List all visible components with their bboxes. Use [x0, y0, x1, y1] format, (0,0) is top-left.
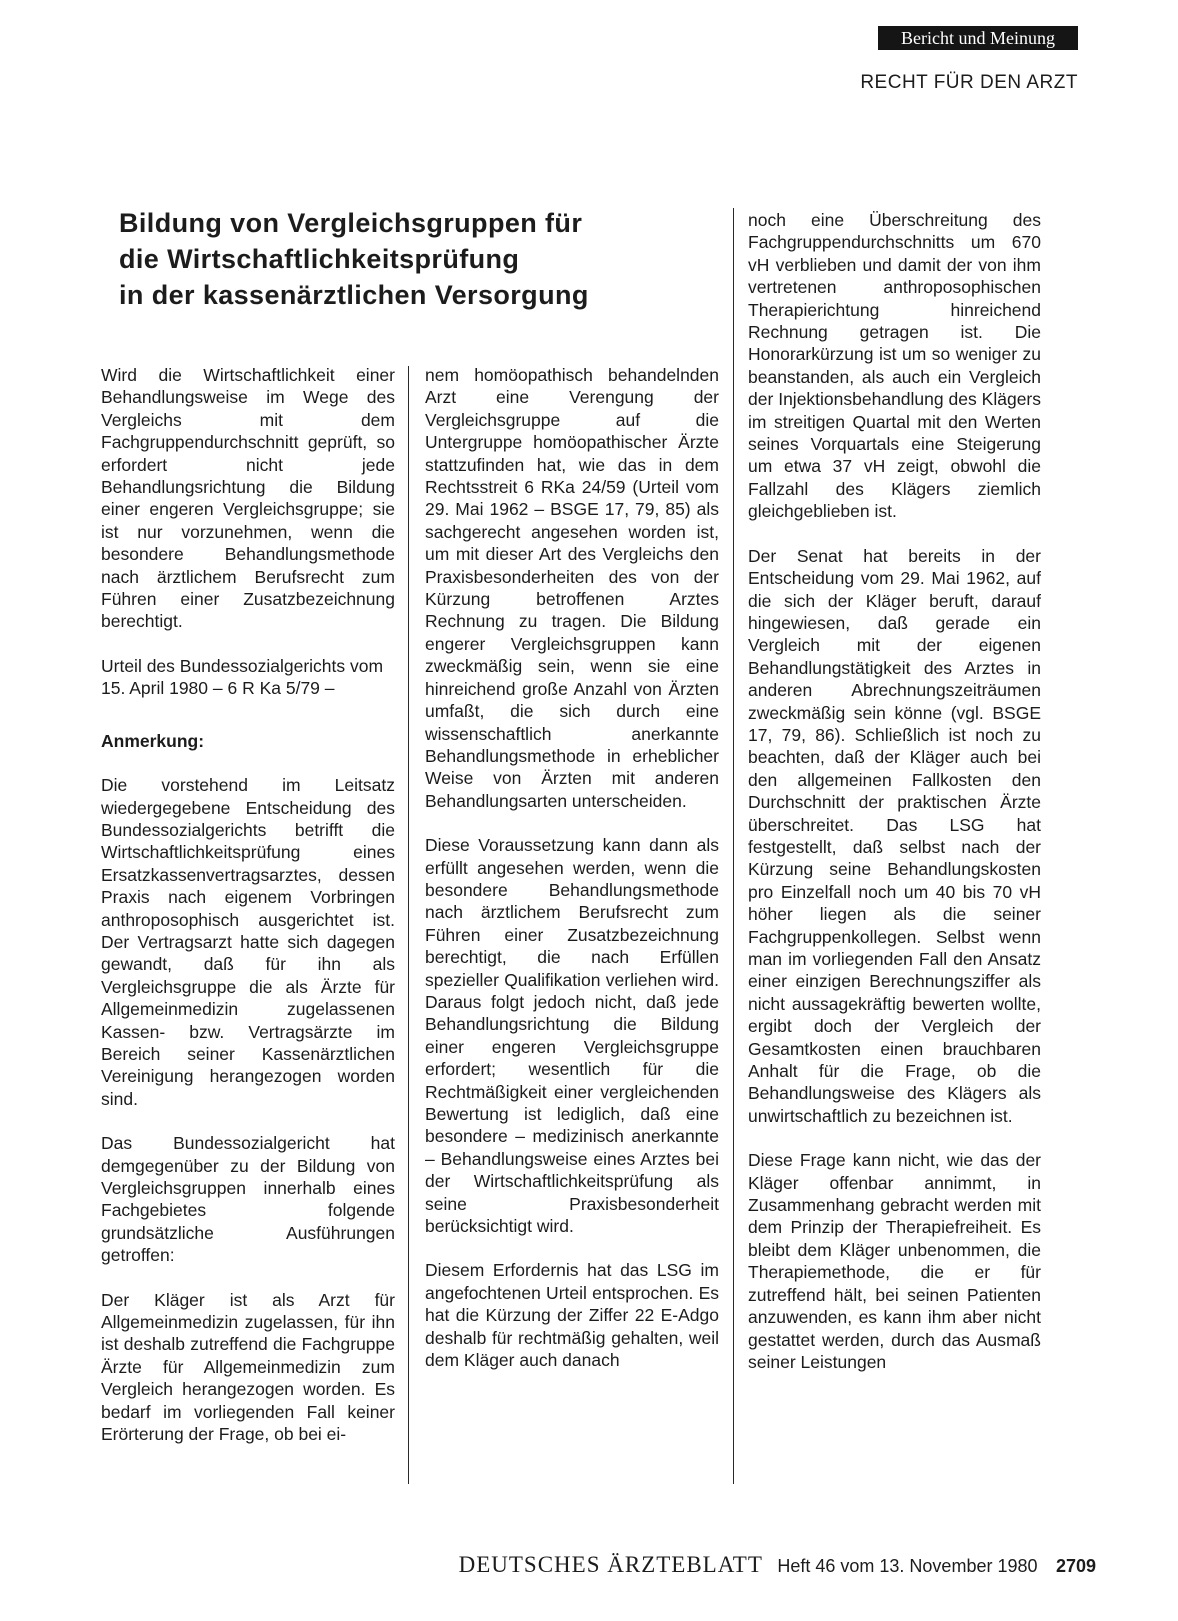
body-paragraph: Die vorstehend im Leitsatz wiedergegebene Entscheidung des Bundessozialgerichts betrifft die Wirtschaftlichkeitsprüfung eines Ersatzkassenvertragsarztes, dessen Praxis nach eigenem Vorbringen anthroposophisch ausgerichtet ist. Der Vertragsarzt hatte sich dagegen gewandt, daß für ihn als Vergleichsgruppe die als Ärzte für Allgemeinmedizin zugelassenen Kassen- bzw. Vertragsärzte im Bereich seiner Kassenärztlichen Vereinigung herangezogen worden sind. — [101, 775, 395, 1109]
section-title: RECHT FÜR DEN ARZT — [860, 72, 1078, 93]
body-paragraph: Der Senat hat bereits in der Entscheidung vom 29. Mai 1962, auf die sich der Kläger beruft, darauf hingewiesen, daß gerade ein Vergleich mit der eigenen Behandlungstätigkeit des Arztes in anderen Abrechnungszeiträumen zweckmäßig sein könne (vgl. BSGE 17, 79, 86). Schließlich ist noch zu beachten, daß der Kläger auch bei den allgemeinen Fallkosten den Durchschnitt der praktischen Ärzte überschreitet. Das LSG hat festgestellt, daß selbst nach der Kürzung seine Behandlungskosten pro Einzelfall noch um 40 bis 70 vH höher liegen als die seiner Fachgruppenkollegen. Selbst wenn man im vorliegenden Fall den Ansatz einer einzigen Berechnungsziffer als nicht aussagekräftig bewerten wollte, ergibt doch der Vergleich der Gesamtkosten einen brauchbaren Anhalt für die Frage, ob die Behandlungsweise des Klägers als unwirtschaftlich zu bezeichnen ist. — [748, 545, 1041, 1126]
text-column-3 — [748, 209, 1041, 1395]
headline-line: in der kassenärztlichen Versorgung — [119, 280, 589, 310]
body-paragraph: Der Kläger ist als Arzt für Allgemeinmedizin zugelassen, für ihn ist deshalb zutreffend die Fachgruppe Ärzte für Allgemeinmedizin zum Vergleich herangezogen worden. Es bedarf im vorliegenden Fall keiner Erörterung der Frage, ob bei ei- — [101, 1289, 395, 1445]
journal-name: DEUTSCHES ÄRZTEBLATT — [458, 1552, 763, 1577]
body-paragraph: Diese Frage kann nicht, wie das der Kläger offenbar annimmt, in Zusammenhang gebracht werden mit dem Prinzip der Therapiefreiheit. Es bleibt dem Kläger unbenommen, die Therapiemethode, die er für zutreffend hält, bei seinen Patienten anzuwenden, es kann ihm aber nicht gestattet werden, durch das Ausmaß seiner Leistungen — [748, 1150, 1041, 1372]
article-headline — [119, 205, 679, 313]
issue-info: Heft 46 vom 13. November 1980 — [777, 1556, 1038, 1576]
page-number: 2709 — [1055, 1556, 1096, 1576]
body-paragraph: Diese Voraussetzung kann dann als erfüllt angesehen werden, wenn die besondere Behandlungsmethode nach ärztlichem Berufsrecht zum Führen einer Zusatzbezeichnung berechtigt, die nach Erfüllen spezieller Qualifikation verliehen wird. Daraus folgt jedoch nicht, daß jede Behandlungsrichtung die Bildung einer engeren Vergleichsgruppe erfordert; wesentlich für die Rechtmäßigkeit einer vergleichenden Bewertung ist lediglich, daß eine besondere – medizinisch anerkannte – Behandlungsweise eines Arztes bei der Wirtschaftlichkeitsprüfung als seine Praxisbesonderheit berücksichtigt wird. — [425, 835, 719, 1237]
column-divider — [408, 366, 409, 1484]
leitsatz-paragraph: Wird die Wirtschaftlichkeit einer Behandlungsweise im Wege des Vergleichs mit dem Fachgruppendurchschnitt geprüft, so erfordert nicht jede Behandlungsrichtung die Bildung einer engeren Vergleichsgruppe; sie ist nur vorzunehmen, wenn die besondere Behandlungsmethode nach ärztlichem Berufsrecht zum Führen einer Zusatzbezeichnung berechtigt. — [101, 365, 395, 632]
body-paragraph: nem homöopathisch behandelnden Arzt eine Verengung der Vergleichsgruppe auf die Untergruppe homöopathischer Ärzte stattzufinden hat, wie das in dem Rechtsstreit 6 RKa 24/59 (Urteil vom 29. Mai 1962 – BSGE 17, 79, 85) als sachgerecht angesehen worden ist, um mit dieser Art des Vergleichs den Praxisbesonderheiten des von der Kürzung betroffenen Arztes Rechnung zu tragen. Die Bildung engerer Vergleichsgruppen kann zweckmäßig sein, wenn sie eine hinreichend große Anzahl von Ärzten umfaßt, die sich durch eine wissenschaftlich anerkannte Behandlungsmethode in erheblicher Weise von Ärzten mit anderen Behandlungsarten unterscheiden. — [425, 365, 719, 811]
body-paragraph: Das Bundessozialgericht hat demgegenüber zu der Bildung von Vergleichsgruppen innerhalb eines Fachgebietes folgende grundsätzliche Ausführungen getroffen: — [101, 1133, 395, 1266]
court-reference: Urteil des Bundessozialgerichts vom 15. April 1980 – 6 R Ka 5/79 – — [101, 655, 384, 699]
body-paragraph: noch eine Überschreitung des Fachgruppendurchschnitts um 670 vH verblieben und damit der von ihm vertretenen anthroposophischen Therapierichtung hinreichend Rechnung getragen ist. Die Honorarkürzung ist um so weniger zu beanstanden, als auch ein Vergleich der Injektionsbehandlung des Klägers im streitigen Quartal mit den Werten seines Vorquartals eine Steigerung um etwa 37 vH zeigt, obwohl die Fallzahl des Klägers ziemlich gleichgeblieben ist. — [748, 210, 1041, 522]
text-column-2 — [425, 364, 719, 1393]
headline-line: Bildung von Vergleichsgruppen für — [119, 208, 583, 238]
text-column-1 — [101, 364, 395, 1467]
headline-line: die Wirtschaftlichkeitsprüfung — [119, 244, 520, 274]
page-footer — [459, 1552, 1096, 1578]
section-badge: Bericht und Meinung — [878, 26, 1078, 50]
annotation-heading: Anmerkung: — [101, 730, 205, 751]
body-paragraph: Diesem Erfordernis hat das LSG im angefochtenen Urteil entsprochen. Es hat die Kürzung der Ziffer 22 E-Adgo deshalb für rechtmäßig gehalten, weil dem Kläger auch danach — [425, 1260, 719, 1371]
column-divider — [733, 208, 734, 1484]
